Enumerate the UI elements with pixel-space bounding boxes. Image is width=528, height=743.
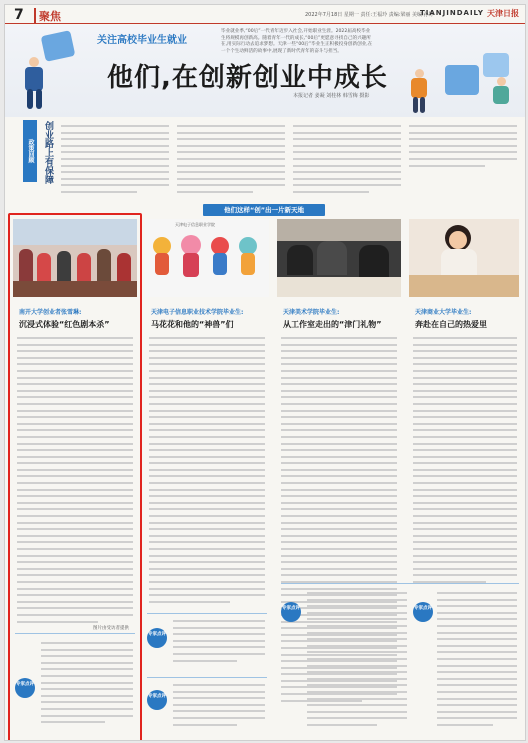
story-2-title: 马花花和他的“神兽”们 — [151, 320, 234, 329]
story-2-illustration-caption: 天津电子信息职业学院 — [175, 222, 215, 227]
banner-intro: 毕业就业季,“00后”一代青年迈步入社会,开始职业生涯。2022届高校毕业生将规模再创新高。随着青年一代的成长,“00后”更愿意寻找自己的兴趣所在,用实际行动去追求梦想。天津一些“00后”毕业生正积极投身创新创业,在一个个生动鲜活的故事中,展现了新时代青年的奋斗与担当。 — [221, 29, 373, 54]
page-header — [5, 5, 525, 24]
story-3-school: 天津美术学院毕业生: — [283, 309, 340, 316]
story-2-comment-tag: 专家点评 — [147, 628, 167, 648]
story-3-title: 从工作室走出的“津门礼物” — [283, 320, 382, 329]
story-4-heading — [415, 307, 487, 330]
page-number: 7 — [14, 7, 24, 23]
story-3-photo — [277, 219, 401, 297]
stories-divider-title: 他们这样“创”出一片新天地 — [203, 204, 325, 216]
page-headline: 他们,在创新创业中成长 — [107, 63, 388, 93]
story-2-text — [149, 337, 265, 607]
story-2b-comment — [147, 677, 267, 736]
story-2b-comment-tag: 专家点评 — [147, 690, 167, 710]
brand-logo: 天津日报 — [487, 8, 519, 18]
story-3-heading — [283, 307, 382, 330]
story-2-comment — [147, 613, 267, 674]
story-1-school: 南开大学创业者张雪琳: — [19, 309, 82, 316]
story-1-title: 沉浸式体验“红色剧本杀” — [19, 320, 110, 329]
puzzle-illustration-right — [405, 47, 521, 115]
policy-text-col-3 — [293, 125, 401, 198]
story-3-4-comment — [281, 583, 519, 734]
brand-name: TIANJINDAILY — [420, 9, 484, 17]
dateline: 2022年7月18日 星期一 责任:王福玲 责编:梁丽 美编:孙婷 — [305, 12, 434, 18]
section-label: 聚焦 — [34, 8, 61, 24]
story-1-comment-tag: 专家点评 — [15, 678, 35, 698]
policy-text-col-2 — [177, 125, 285, 198]
story-4-title: 奔赴在自己的热爱里 — [415, 320, 487, 329]
story-4-photo — [409, 219, 519, 297]
policy-tag: 政策回顾 — [23, 120, 37, 182]
policy-text-col-1 — [61, 125, 169, 198]
story-2-school: 天津电子信息职业技术学院毕业生: — [151, 309, 244, 316]
story-3-comment-tag: 专家点评 — [281, 602, 301, 622]
story-4-comment-tag: 专家点评 — [413, 602, 433, 622]
story-1-highlight-frame — [8, 213, 142, 741]
story-2-illustration — [145, 219, 269, 297]
story-2-heading — [151, 307, 243, 330]
banner-byline: 本报记者 姜凝 刘桂林 韩雪梅 摄影 — [293, 93, 370, 99]
banner-kicker: 关注高校毕业生就业 — [97, 35, 187, 46]
story-1-photo-credit: 图片由受访者提供 — [93, 626, 129, 631]
story-4-school: 天津商业大学毕业生: — [415, 309, 472, 316]
newspaper-page — [4, 4, 526, 741]
policy-title: 创业路上有保障 — [43, 121, 53, 184]
story-4-text — [413, 337, 517, 588]
puzzle-illustration-left — [15, 31, 85, 111]
policy-text-col-4 — [409, 125, 517, 171]
